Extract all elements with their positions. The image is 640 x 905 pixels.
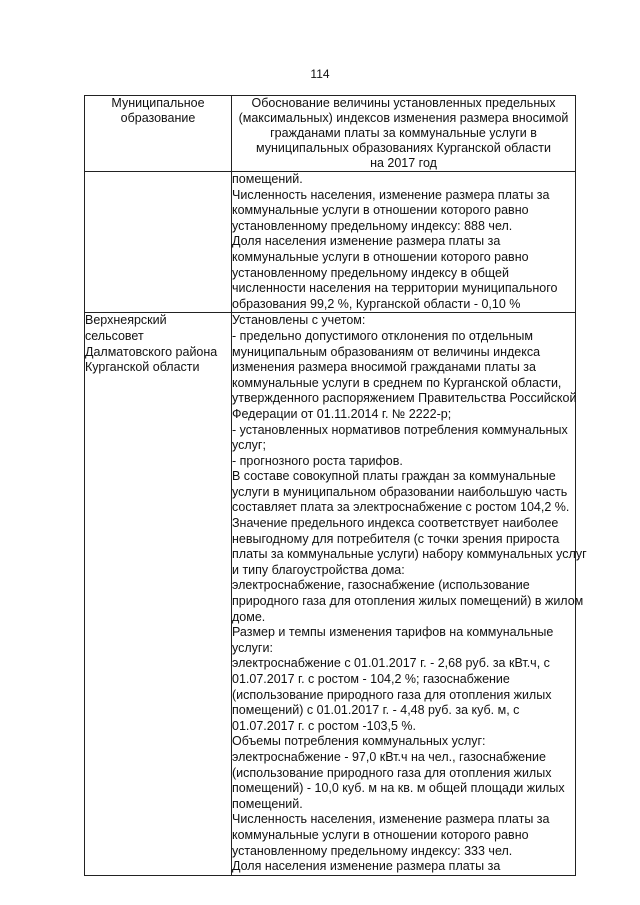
text-line: утвержденного распоряжением Правительства Российской xyxy=(232,391,577,406)
text-line: коммунальные услуги в отношении которого равно xyxy=(232,203,529,218)
text-line: помещений. xyxy=(232,172,303,186)
header-text-line: Муниципальное xyxy=(111,96,205,110)
text-line: изменения размера вносимой гражданами платы за xyxy=(232,360,536,375)
text-line: Численность населения, изменение размера платы за xyxy=(232,187,550,202)
header-justification xyxy=(232,96,576,172)
text-line: электроснабжение, газоснабжение (использование xyxy=(232,578,530,593)
page-number: 114 xyxy=(310,67,330,81)
text-line: коммунальные услуги в отношении которого равно xyxy=(232,827,529,842)
text-line: и типу благоустройства дома: xyxy=(232,562,405,577)
text-line: Размер и темпы изменения тарифов на коммунальные xyxy=(232,625,554,640)
text-line: Доля населения изменение размера платы за xyxy=(232,859,501,874)
text-line: помещений) с 01.01.2017 г. - 4,48 руб. за куб. м, с xyxy=(232,703,520,718)
header-municipality xyxy=(85,96,232,172)
header-text-line: гражданами платы за коммунальные услуги в xyxy=(270,126,537,140)
row1-municipality-cell xyxy=(85,172,232,313)
text-line: установленному предельному индексу: 333 чел. xyxy=(232,843,513,858)
table-header-row xyxy=(85,96,576,172)
row2-justification-text xyxy=(232,313,587,874)
text-line: образования 99,2 %, Курганской области - 0,10 % xyxy=(232,296,521,311)
text-line: - прогнозного роста тарифов. xyxy=(232,453,403,468)
row2-municipality-cell xyxy=(85,313,232,875)
row1-justification-text xyxy=(232,172,575,312)
text-line: (использование природного газа для отопления жилых xyxy=(232,765,552,780)
text-line: (использование природного газа для отопления жилых xyxy=(232,687,552,702)
table-row xyxy=(85,172,576,313)
text-line: электроснабжение - 97,0 кВт.ч на чел., газоснабжение xyxy=(232,749,546,764)
text-line: численности населения на территории муниципального xyxy=(232,281,558,296)
text-line: платы за коммунальные услуги) набору коммунальных услуг xyxy=(232,547,587,562)
text-line: коммунальные услуги в отношении которого равно xyxy=(232,249,529,264)
municipality-name-line: Верхнеярский xyxy=(85,313,167,328)
table-row xyxy=(85,313,576,875)
text-line: установленному предельному индексу: 888 чел. xyxy=(232,218,513,233)
text-line: помещений. xyxy=(232,796,303,811)
text-line: доме. xyxy=(232,609,266,624)
text-line: услуги в муниципальном образовании наибольшую часть xyxy=(232,484,568,499)
text-line: электроснабжение с 01.01.2017 г. - 2,68 руб. за кВт.ч, с xyxy=(232,656,550,671)
text-line: коммунальные услуги в среднем по Курганской области, xyxy=(232,375,562,390)
header-text-line: муниципальных образованиях Курганской области xyxy=(256,141,551,155)
municipality-name-line: Далматовского района xyxy=(85,344,218,359)
row2-justification-cell xyxy=(232,313,587,875)
text-line: помещений) - 10,0 куб. м на кв. м общей площади жилых xyxy=(232,781,565,796)
text-line: Объемы потребления коммунальных услуг: xyxy=(232,734,486,749)
text-line: установленному предельному индексу в общей xyxy=(232,265,509,280)
header-text-line: Обоснование величины установленных предельных xyxy=(251,96,556,110)
header-text-line: (максимальных) индексов изменения размера вносимой xyxy=(238,111,569,125)
text-line: В составе совокупной платы граждан за коммунальные xyxy=(232,469,556,484)
text-line: Установлены с учетом: xyxy=(232,313,366,328)
text-line: Значение предельного индекса соответствует наиболее xyxy=(232,516,559,531)
row2-municipality-text xyxy=(85,313,231,375)
text-line: природного газа для отопления жилых помещений) в жилом xyxy=(232,594,584,609)
header-justification-text xyxy=(232,96,575,171)
text-line: 01.07.2017 г. с ростом - 104,2 %; газоснабжение xyxy=(232,672,510,686)
text-line: составляет плата за электроснабжение с ростом 104,2 %. xyxy=(232,500,570,515)
text-line: Доля населения изменение размера платы за xyxy=(232,234,501,249)
text-line: невыгодному для потребителя (с точки зрения прироста xyxy=(232,531,560,546)
text-line: услуг; xyxy=(232,438,266,453)
text-line: - установленных нормативов потребления коммунальных xyxy=(232,422,568,437)
municipality-name-line: сельсовет xyxy=(85,328,144,343)
text-line: 01.07.2017 г. с ростом -103,5 %. xyxy=(232,718,416,733)
text-line: - предельно допустимого отклонения по отдельным xyxy=(232,328,534,343)
justification-table xyxy=(84,95,587,876)
header-text-line: на 2017 год xyxy=(370,156,437,170)
text-line: услуги: xyxy=(232,640,273,655)
text-line: Федерации от 01.11.2014 г. № 2222-р; xyxy=(232,406,452,421)
row1-justification-cell xyxy=(232,172,576,313)
text-line: муниципальным образованиям от величины индекса xyxy=(232,344,541,359)
municipality-name-line: Курганской области xyxy=(85,360,200,375)
header-municipality-text xyxy=(85,96,231,126)
text-line: Численность населения, изменение размера платы за xyxy=(232,812,550,827)
header-text-line: образование xyxy=(120,111,196,125)
